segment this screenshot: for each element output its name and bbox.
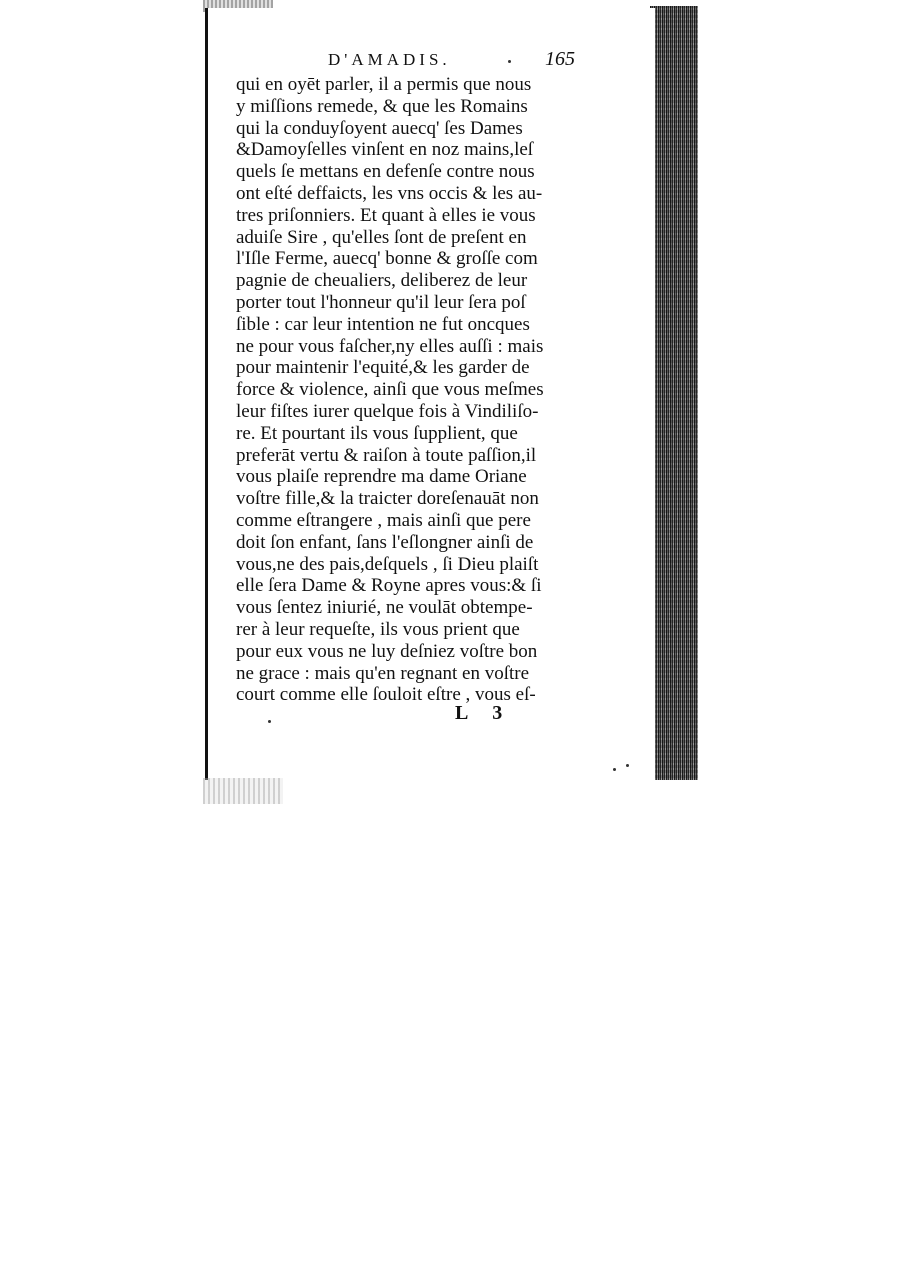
text-line: preferāt vertu & raiſon à toute paſſion,il	[236, 444, 537, 466]
text-line: re. Et pourtant ils vous ſupplient, que	[236, 422, 518, 444]
speck	[613, 768, 616, 771]
text-line: ſible : car leur intention ne fut oncques	[236, 313, 530, 335]
text-line: quels ſe mettans en defenſe contre nous	[236, 161, 535, 183]
running-head: D'AMADIS.	[328, 50, 451, 69]
text-line: vous plaiſe reprendre ma dame Oriane	[236, 466, 527, 488]
text-line: pour maintenir l'equité,& les garder de	[236, 357, 530, 379]
text-line: rer à leur requeſte, ils vous prient que	[236, 618, 520, 640]
text-line: doit ſon enfant, ſans l'eſlongner ainſi de	[236, 531, 534, 553]
speck	[268, 720, 271, 723]
speck	[626, 764, 629, 767]
text-line: qui en oyēt parler, il a permis que nous	[236, 74, 532, 95]
text-line: vous ſentez iniurié, ne voulāt obtempe-	[236, 597, 533, 619]
page-edge-shading	[650, 6, 698, 780]
text-line: y miſſions remede, & que les Romains	[236, 95, 528, 117]
text-line: court comme elle ſouloit eſtre , vous eſ-	[236, 684, 536, 706]
text-line: pagnie de cheualiers, deliberez de leur	[236, 270, 528, 292]
page-number: 165	[545, 48, 575, 70]
text-line: force & violence, ainſi que vous meſmes	[236, 379, 544, 401]
scanned-book-page	[195, 0, 700, 790]
book-page	[205, 8, 655, 780]
text-line: qui la conduyſoyent auecq' ſes Dames	[236, 117, 523, 139]
text-line: voſtre fille,& la traicter doreſenauāt non	[236, 488, 539, 510]
text-line: comme eſtrangere , mais ainſi que pere	[236, 509, 531, 531]
text-line: &Damoyſelles vinſent en noz mains,leſ	[236, 139, 534, 161]
text-line: porter tout l'honneur qu'il leur ſera poſ	[236, 291, 526, 313]
text-line: aduiſe Sire , qu'elles ſont de preſent en	[236, 226, 527, 248]
text-line: l'Iſle Ferme, auecq' bonne & groſſe com	[236, 248, 538, 270]
text-line: ne grace : mais qu'en regnant en voſtre	[236, 662, 530, 684]
text-line: elle ſera Dame & Royne apres vous:& ſi	[236, 575, 542, 597]
scan-smudge-bottom	[203, 778, 283, 804]
text-line: vous,ne des pais,deſquels , ſi Dieu plaiſt	[236, 553, 539, 575]
text-line: ont eſté deffaicts, les vns occis & les au-	[236, 182, 543, 204]
text-line: tres priſonniers. Et quant à elles ie vous	[236, 204, 536, 226]
body-text	[236, 74, 618, 706]
text-line: ne pour vous faſcher,ny elles auſſi : mais	[236, 335, 544, 357]
signature-mark: L 3	[455, 702, 513, 724]
speck	[508, 60, 511, 63]
text-line: pour eux vous ne luy deſniez voſtre bon	[236, 640, 538, 662]
text-line: leur fiſtes iurer quelque fois à Vindiliſo-	[236, 400, 539, 422]
